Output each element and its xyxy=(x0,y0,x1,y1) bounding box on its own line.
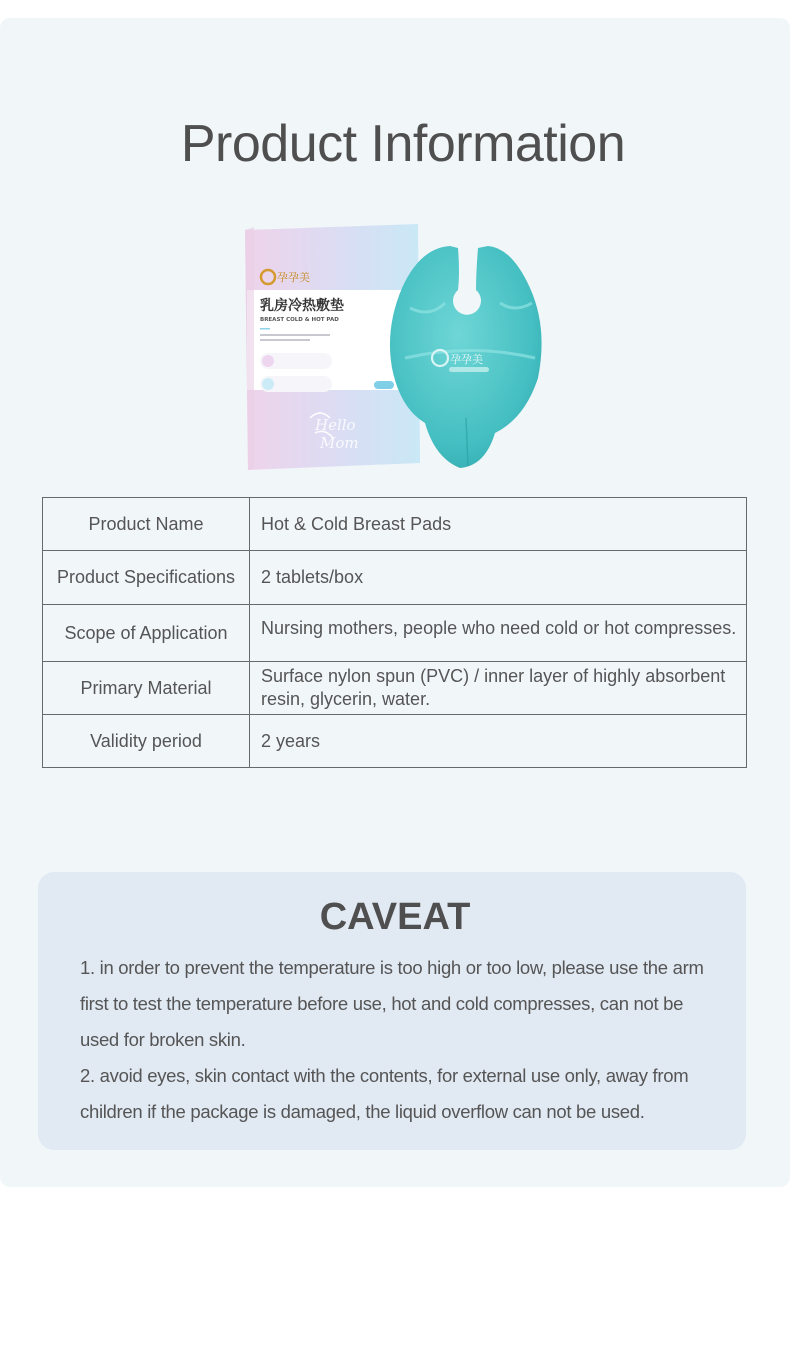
table-row xyxy=(43,551,747,605)
row-label: Validity period xyxy=(43,715,250,768)
row-label: Product Specifications xyxy=(43,551,250,605)
svg-text:乳房冷热敷垫: 乳房冷热敷垫 xyxy=(260,298,344,314)
svg-text:Mom: Mom xyxy=(320,434,359,452)
caveat-item: 1. in order to prevent the temperature is too high or too low, please use the arm first to test the temperature before use, hot and cold compresses, can not be used for broken skin. xyxy=(80,957,704,1050)
row-value: Surface nylon spun (PVC) / inner layer of highly absorbent resin, glycerin, water. xyxy=(250,662,747,715)
product-info-card xyxy=(0,18,790,1187)
row-value: 2 years xyxy=(250,715,747,768)
table-row xyxy=(43,715,747,768)
row-value: 2 tablets/box xyxy=(250,551,747,605)
table-row xyxy=(43,498,747,551)
table-row xyxy=(43,605,747,662)
row-label: Scope of Application xyxy=(43,605,250,662)
row-label: Product Name xyxy=(43,498,250,551)
caveat-box xyxy=(38,872,746,1150)
page-title: Product Information xyxy=(180,115,626,173)
caveat-item: 2. avoid eyes, skin contact with the contents, for external use only, away from children if the package is damaged, the liquid overflow can not be used. xyxy=(80,1065,689,1122)
caveat-title: CAVEAT xyxy=(319,896,471,938)
product-info-table xyxy=(42,497,747,768)
product-image xyxy=(240,218,560,478)
row-value: Hot & Cold Breast Pads xyxy=(250,498,747,551)
svg-text:孕孕美: 孕孕美 xyxy=(450,353,483,366)
table-row xyxy=(43,662,747,715)
svg-text:孕孕美: 孕孕美 xyxy=(277,271,310,284)
row-value: Nursing mothers, people who need cold or hot compresses. xyxy=(250,605,747,662)
caveat-list xyxy=(80,950,720,1130)
row-label: Primary Material xyxy=(43,662,250,715)
svg-text:BREAST COLD & HOT PAD: BREAST COLD & HOT PAD xyxy=(260,317,339,323)
svg-text:Hello: Hello xyxy=(315,416,356,434)
